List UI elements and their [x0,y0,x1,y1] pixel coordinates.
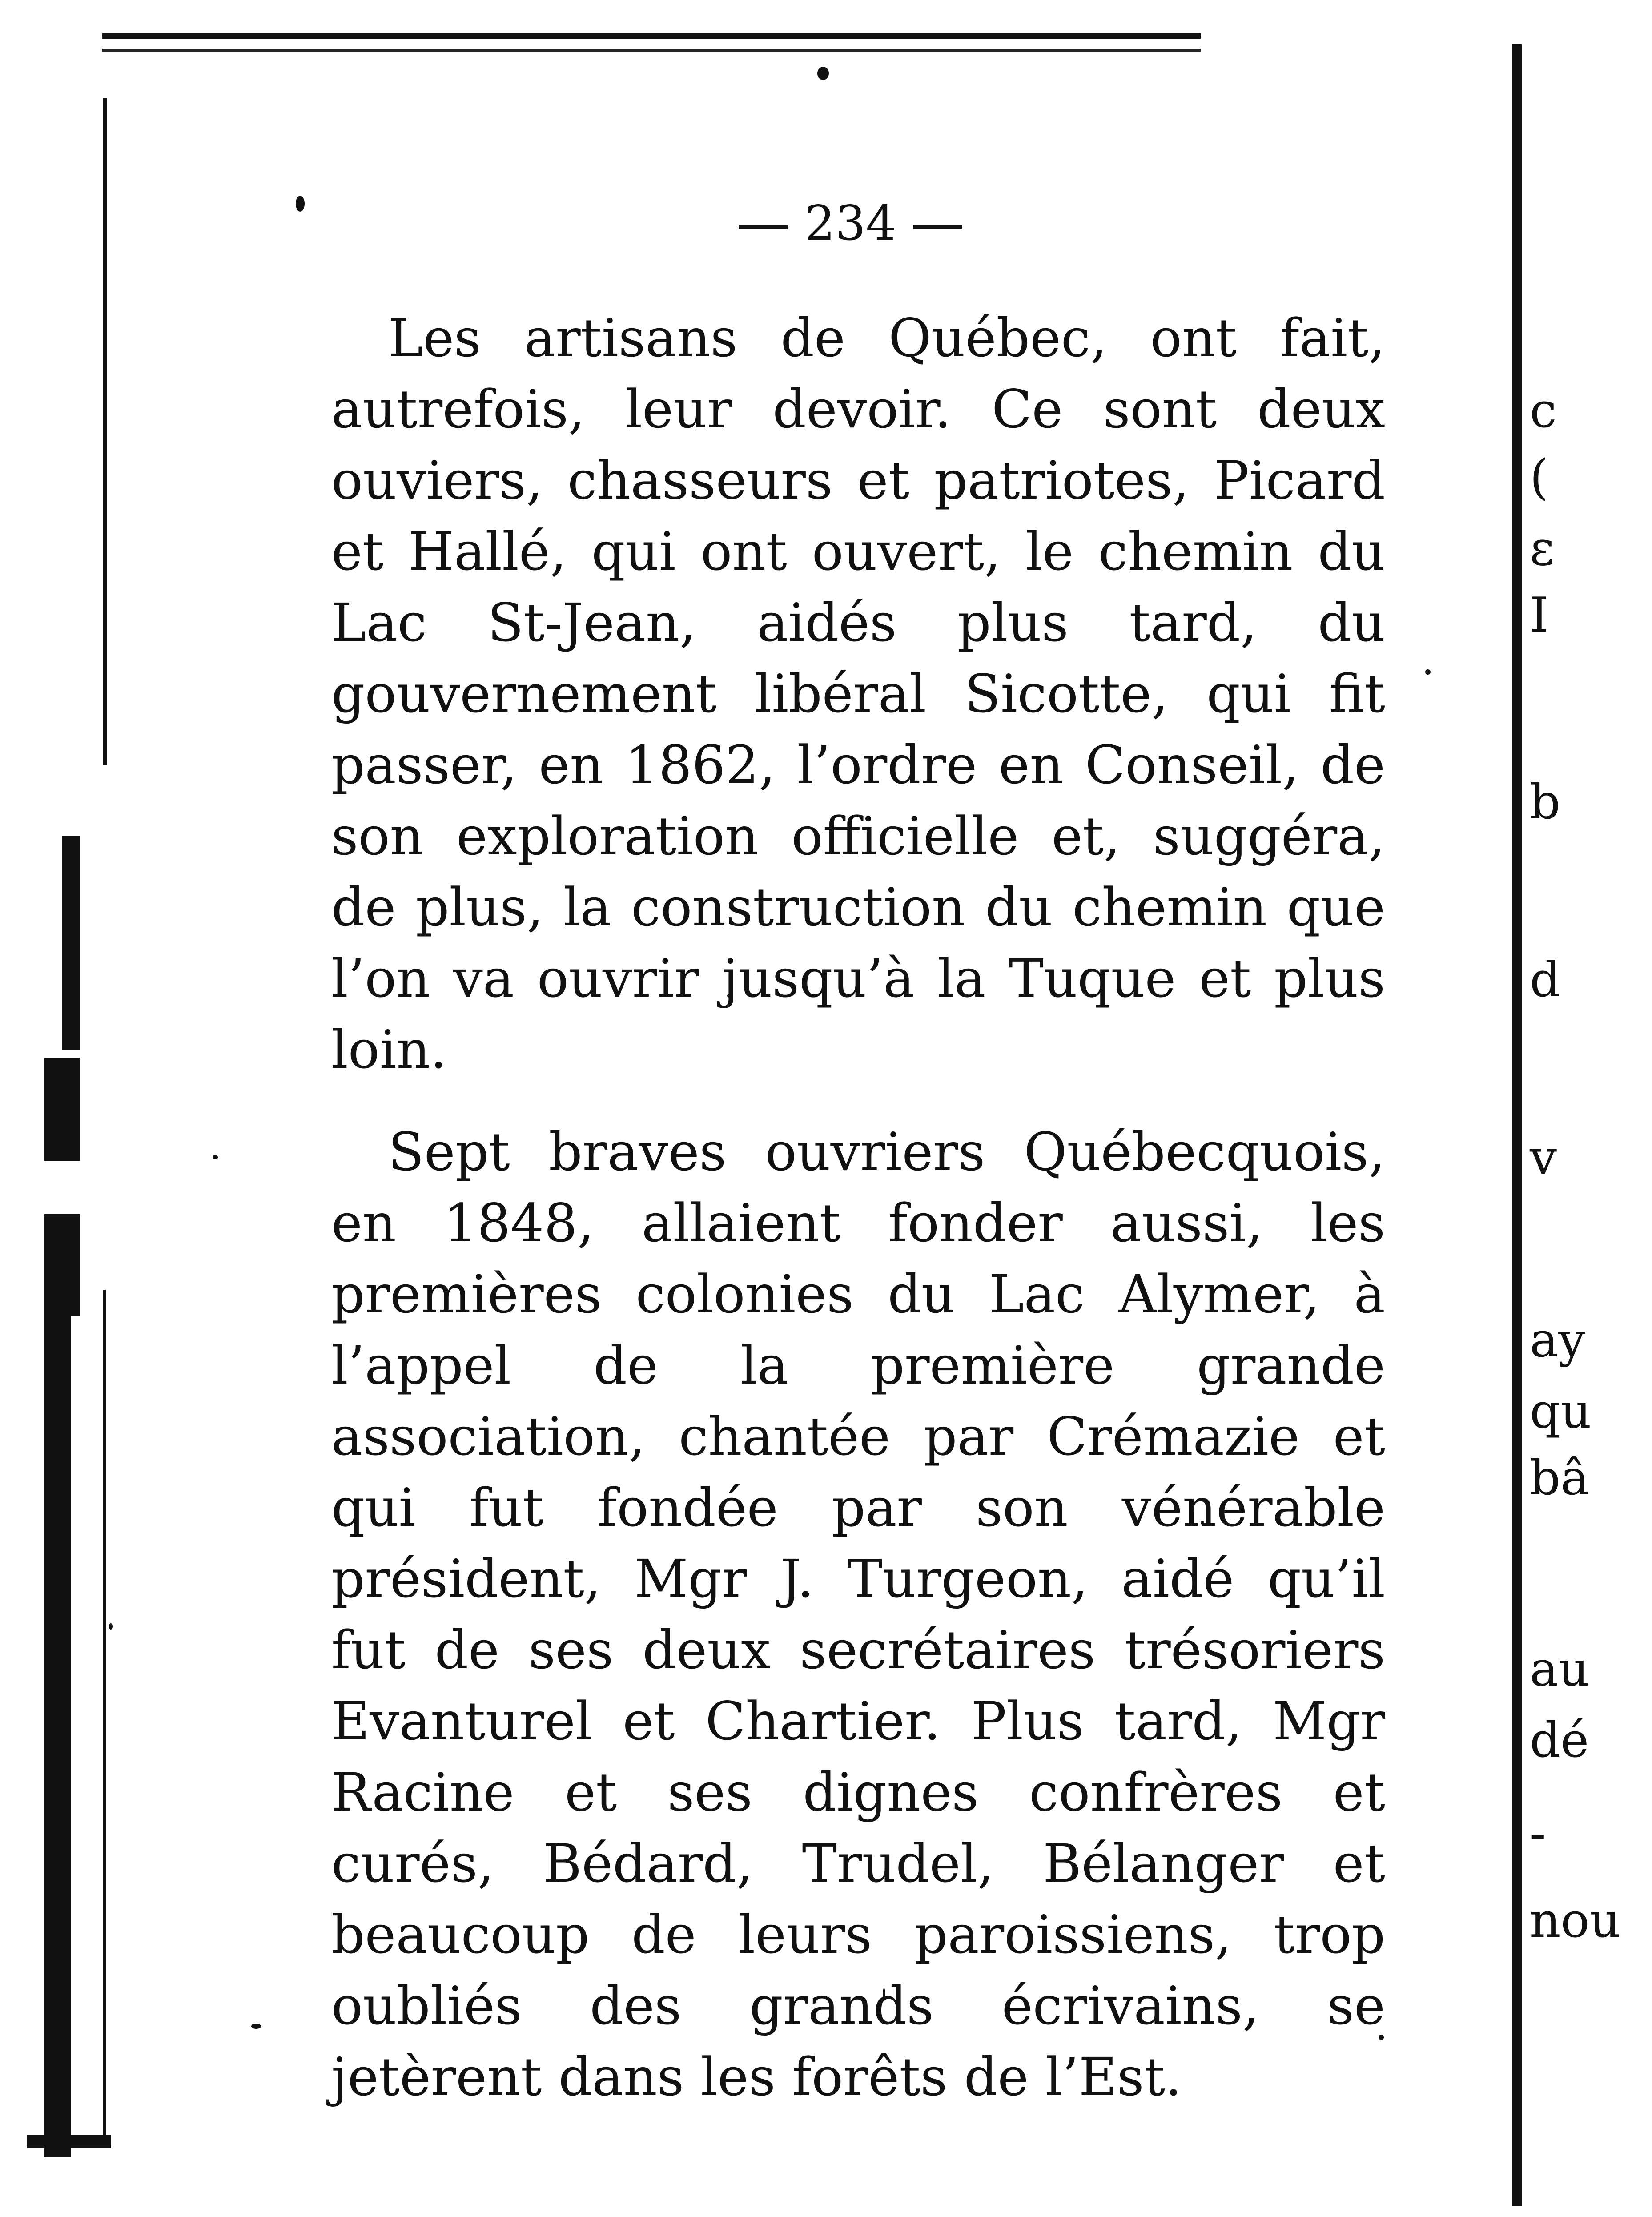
page-number-dash [913,225,962,229]
scan-edge-left [62,836,80,1050]
next-page-letter: ( [1530,450,1549,505]
paragraph-1: Les artisans de Québec, ont fait, autrefois, leur devoir. Ce sont deux ouviers, chasseurs et patriotes, Picard et Hallé, qui ont ouvert, le chemin du Lac St-Jean, aidés plus tard, du gouvernement libéral Sicotte, qui fit passer, en 1862, l’ordre en Conseil, de son exploration officielle et, suggéra, de plus, la construction du chemin que l’on va ouvrir jusqu’à la Tuque et plus loin. [331,307,1385,1080]
scan-edge-left [44,1245,71,2157]
next-page-letter: qu [1530,1384,1592,1439]
next-page-letter: I [1530,587,1549,643]
top-rule-thin [102,49,1201,52]
next-page-letter: - [1530,1806,1546,1862]
paragraph-2: Sept braves ouvriers Québecquois, en 1848, allaient fonder aussi, les premières colonies du Lac Alymer, à l’appel de la première grande association, chantée par Crémazie et qui fut fondée par son vénérable président, Mgr J. Turgeon, aidé qu’il fut de ses deux secrétaires trésoriers Evanturel et Chartier. Plus tard, Mgr Racine et ses dignes confrères et curés, Bédard, Trudel, Bélanger et beaucoup de leurs paroissiens, trop oubliés des grands écrivains, se jetèrent dans les forêts de l’Est. [331,1121,1385,2108]
scan-edge-left [103,1290,106,2135]
next-page-letter: nou [1530,1893,1621,1948]
next-page-letter: d [1530,952,1561,1008]
ink-speck [109,1623,113,1630]
page-number [49,196,1652,251]
page-gutter-rule [1512,44,1522,2206]
next-page-fragment [1530,0,1621,2217]
next-page-letter: b [1530,774,1561,830]
top-rule [102,33,1201,39]
next-page-letter: c [1530,383,1557,439]
scan-edge-left [27,2135,111,2148]
next-page-letter: bâ [1530,1450,1589,1506]
scan-edge-left [44,1058,80,1161]
next-page-letter: ε [1530,521,1555,576]
ink-speck [251,2024,261,2029]
ink-speck [213,1155,218,1159]
next-page-letter: v [1530,1130,1557,1186]
ink-speck [1425,669,1431,675]
body-text [331,302,1385,2112]
next-page-letter: dé [1530,1713,1589,1768]
page-number-dash [739,225,788,229]
next-page-letter: au [1530,1642,1589,1697]
next-page-letter: ay [1530,1312,1586,1368]
ink-speck [817,67,829,80]
page-number-text: 234 [804,196,896,251]
